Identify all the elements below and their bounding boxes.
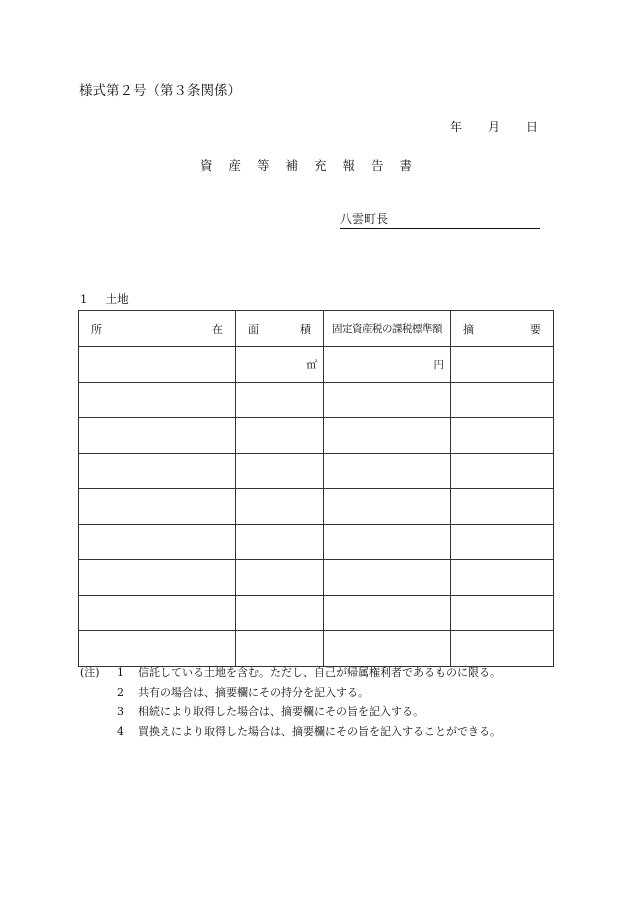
yen-unit: 円 [433, 358, 444, 371]
header-remarks-char-2: 要 [530, 322, 541, 336]
header-location-char-2: 在 [212, 322, 223, 336]
cell-remarks[interactable] [451, 524, 554, 560]
cell-area[interactable] [236, 382, 324, 418]
table-header-row [79, 311, 554, 347]
cell-area[interactable] [236, 560, 324, 596]
cell-area[interactable] [236, 524, 324, 560]
land-table [78, 310, 554, 667]
table-row [79, 631, 554, 667]
cell-remarks[interactable] [451, 382, 554, 418]
table-row [79, 560, 554, 596]
table-row [79, 595, 554, 631]
cell-location[interactable] [79, 560, 236, 596]
cell-area[interactable] [236, 631, 324, 667]
cell-assessed-value[interactable] [324, 631, 451, 667]
section-label: 土地 [105, 292, 129, 306]
note-item-3 [80, 702, 501, 722]
form-number: 様式第２号（第３条関係） [79, 83, 241, 99]
note-number: 4 [117, 724, 124, 738]
header-area-char-1: 面 [248, 322, 259, 336]
cell-assessed-value[interactable] [324, 595, 451, 631]
cell-remarks[interactable] [451, 595, 554, 631]
cell-location[interactable] [79, 631, 236, 667]
note-text: 買換えにより取得した場合は、摘要欄にその旨を記入することができる。 [138, 724, 501, 738]
cell-area[interactable] [236, 418, 324, 454]
section-number: 1 [80, 292, 88, 306]
note-text: 相続により取得した場合は、摘要欄にその旨を記入する。 [138, 705, 424, 718]
header-location-char-1: 所 [91, 322, 102, 336]
date-year-label: 年 [450, 120, 463, 134]
note-item-4 [80, 722, 501, 742]
cell-assessed-value[interactable] [324, 347, 451, 383]
cell-remarks[interactable] [451, 453, 554, 489]
notes [80, 663, 501, 741]
notes-prefix: (注) [80, 666, 100, 679]
note-number: 1 [117, 666, 124, 679]
note-text: 信託している土地を含む。ただし、自己が帰属権利者であるものに限る。 [138, 666, 501, 679]
cell-area[interactable] [236, 489, 324, 525]
cell-area[interactable] [236, 453, 324, 489]
cell-remarks[interactable] [451, 489, 554, 525]
cell-assessed-value[interactable] [324, 382, 451, 418]
section-heading [80, 291, 129, 307]
cell-location[interactable] [79, 489, 236, 525]
date-day-label: 日 [526, 120, 539, 134]
table-row [79, 347, 554, 383]
cell-assessed-value[interactable] [324, 489, 451, 525]
header-remarks [451, 311, 554, 347]
cell-remarks[interactable] [451, 631, 554, 667]
table-row [79, 418, 554, 454]
addressee: 八雲町長 [340, 210, 540, 229]
cell-assessed-value[interactable] [324, 418, 451, 454]
cell-location[interactable] [79, 453, 236, 489]
cell-remarks[interactable] [451, 418, 554, 454]
cell-remarks[interactable] [451, 347, 554, 383]
document-title: 資産等補充報告書 [200, 158, 429, 173]
header-area-char-2: 積 [300, 322, 311, 336]
cell-remarks[interactable] [451, 560, 554, 596]
note-text: 共有の場合は、摘要欄にその持分を記入する。 [138, 685, 369, 699]
header-location [79, 311, 236, 347]
table-row [79, 489, 554, 525]
note-number: 3 [117, 705, 124, 718]
header-assessed-value: 固定資産税の課税標準額 [324, 311, 451, 347]
note-number: 2 [117, 685, 124, 699]
header-remarks-char-1: 摘 [463, 322, 474, 336]
area-unit: ㎡ [306, 358, 317, 371]
cell-assessed-value[interactable] [324, 524, 451, 560]
table-row [79, 524, 554, 560]
cell-location[interactable] [79, 595, 236, 631]
cell-area[interactable] [236, 347, 324, 383]
cell-location[interactable] [79, 418, 236, 454]
date-month-label: 月 [488, 120, 501, 134]
cell-assessed-value[interactable] [324, 560, 451, 596]
header-area [236, 311, 324, 347]
table-row [79, 382, 554, 418]
date-line [450, 118, 538, 135]
note-item-1 [80, 663, 501, 683]
cell-location[interactable] [79, 524, 236, 560]
cell-location[interactable] [79, 382, 236, 418]
note-item-2 [80, 683, 501, 703]
cell-assessed-value[interactable] [324, 453, 451, 489]
table-row [79, 453, 554, 489]
cell-location[interactable] [79, 347, 236, 383]
cell-area[interactable] [236, 595, 324, 631]
